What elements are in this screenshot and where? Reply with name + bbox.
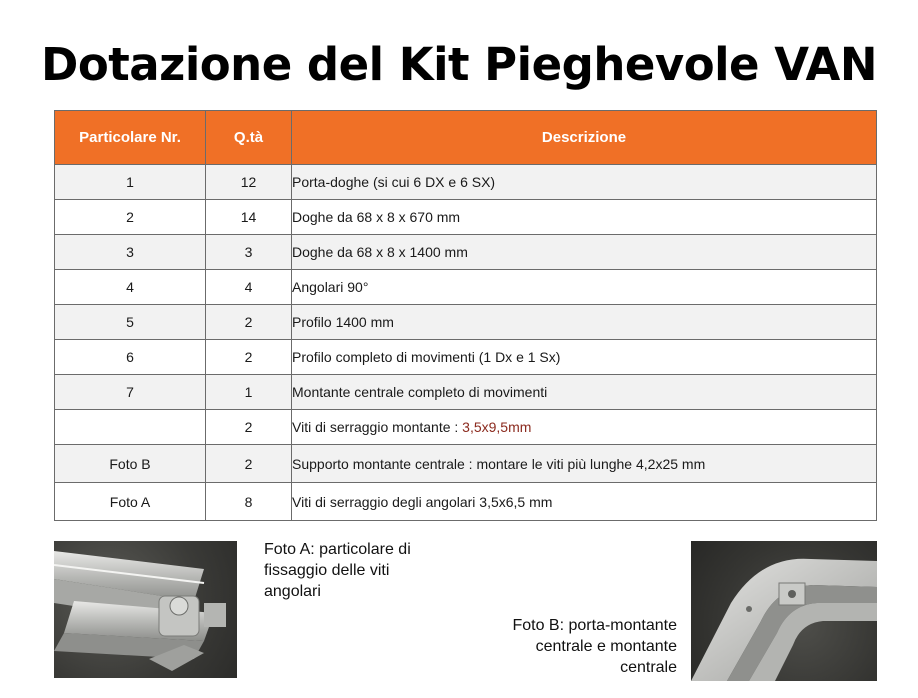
description-text: Viti di serraggio montante : [292,419,463,435]
description-cell: Doghe da 68 x 8 x 1400 mm [292,235,877,270]
table-row [55,410,877,445]
part-number-cell: 2 [55,200,206,235]
description-cell [292,410,877,445]
profile-corner-illustration [54,541,237,678]
page-title: Dotazione del Kit Pieghevole VAN [40,38,877,91]
description-cell: Viti di serraggio degli angolari 3,5x6,5 mm [292,483,877,521]
part-number-cell: 3 [55,235,206,270]
quantity-cell: 12 [206,165,292,200]
table-row [55,340,877,375]
part-number-cell: 5 [55,305,206,340]
description-cell: Porta-doghe (si cui 6 DX e 6 SX) [292,165,877,200]
photo-a-image [54,541,237,678]
photo-b-image [691,541,877,681]
table-row [55,375,877,410]
table-row [55,165,877,200]
description-cell: Angolari 90° [292,270,877,305]
table-header-row [55,111,877,165]
description-cell: Profilo completo di movimenti (1 Dx e 1 Sx) [292,340,877,375]
table-row [55,270,877,305]
table-row [55,483,877,521]
quantity-cell: 2 [206,340,292,375]
part-number-cell: 4 [55,270,206,305]
quantity-cell: 3 [206,235,292,270]
description-cell: Montante centrale completo di movimenti [292,375,877,410]
column-header-part-number: Particolare Nr. [55,111,206,165]
table-row [55,305,877,340]
part-number-cell [55,410,206,445]
part-number-cell: 6 [55,340,206,375]
quantity-cell: 8 [206,483,292,521]
quantity-cell: 2 [206,410,292,445]
column-header-quantity: Q.tà [206,111,292,165]
table-row [55,445,877,483]
corner-mount-illustration [691,541,877,681]
part-number-cell: Foto B [55,445,206,483]
photo-a-caption: Foto A: particolare di fissaggio delle viti angolari [264,541,411,600]
part-number-cell: Foto A [55,483,206,521]
description-cell: Profilo 1400 mm [292,305,877,340]
column-header-description: Descrizione [292,111,877,165]
description-cell: Supporto montante centrale : montare le viti più lunghe 4,2x25 mm [292,445,877,483]
screw-size-highlight: 3,5x9,5mm [462,419,532,435]
table-row [55,200,877,235]
quantity-cell: 1 [206,375,292,410]
part-number-cell: 7 [55,375,206,410]
description-cell: Doghe da 68 x 8 x 670 mm [292,200,877,235]
part-number-cell: 1 [55,165,206,200]
photo-b-caption: Foto B: porta-montante centrale e montante centrale [512,617,677,676]
quantity-cell: 14 [206,200,292,235]
quantity-cell: 2 [206,305,292,340]
table-row [55,235,877,270]
kit-contents-table [54,110,877,521]
quantity-cell: 4 [206,270,292,305]
quantity-cell: 2 [206,445,292,483]
